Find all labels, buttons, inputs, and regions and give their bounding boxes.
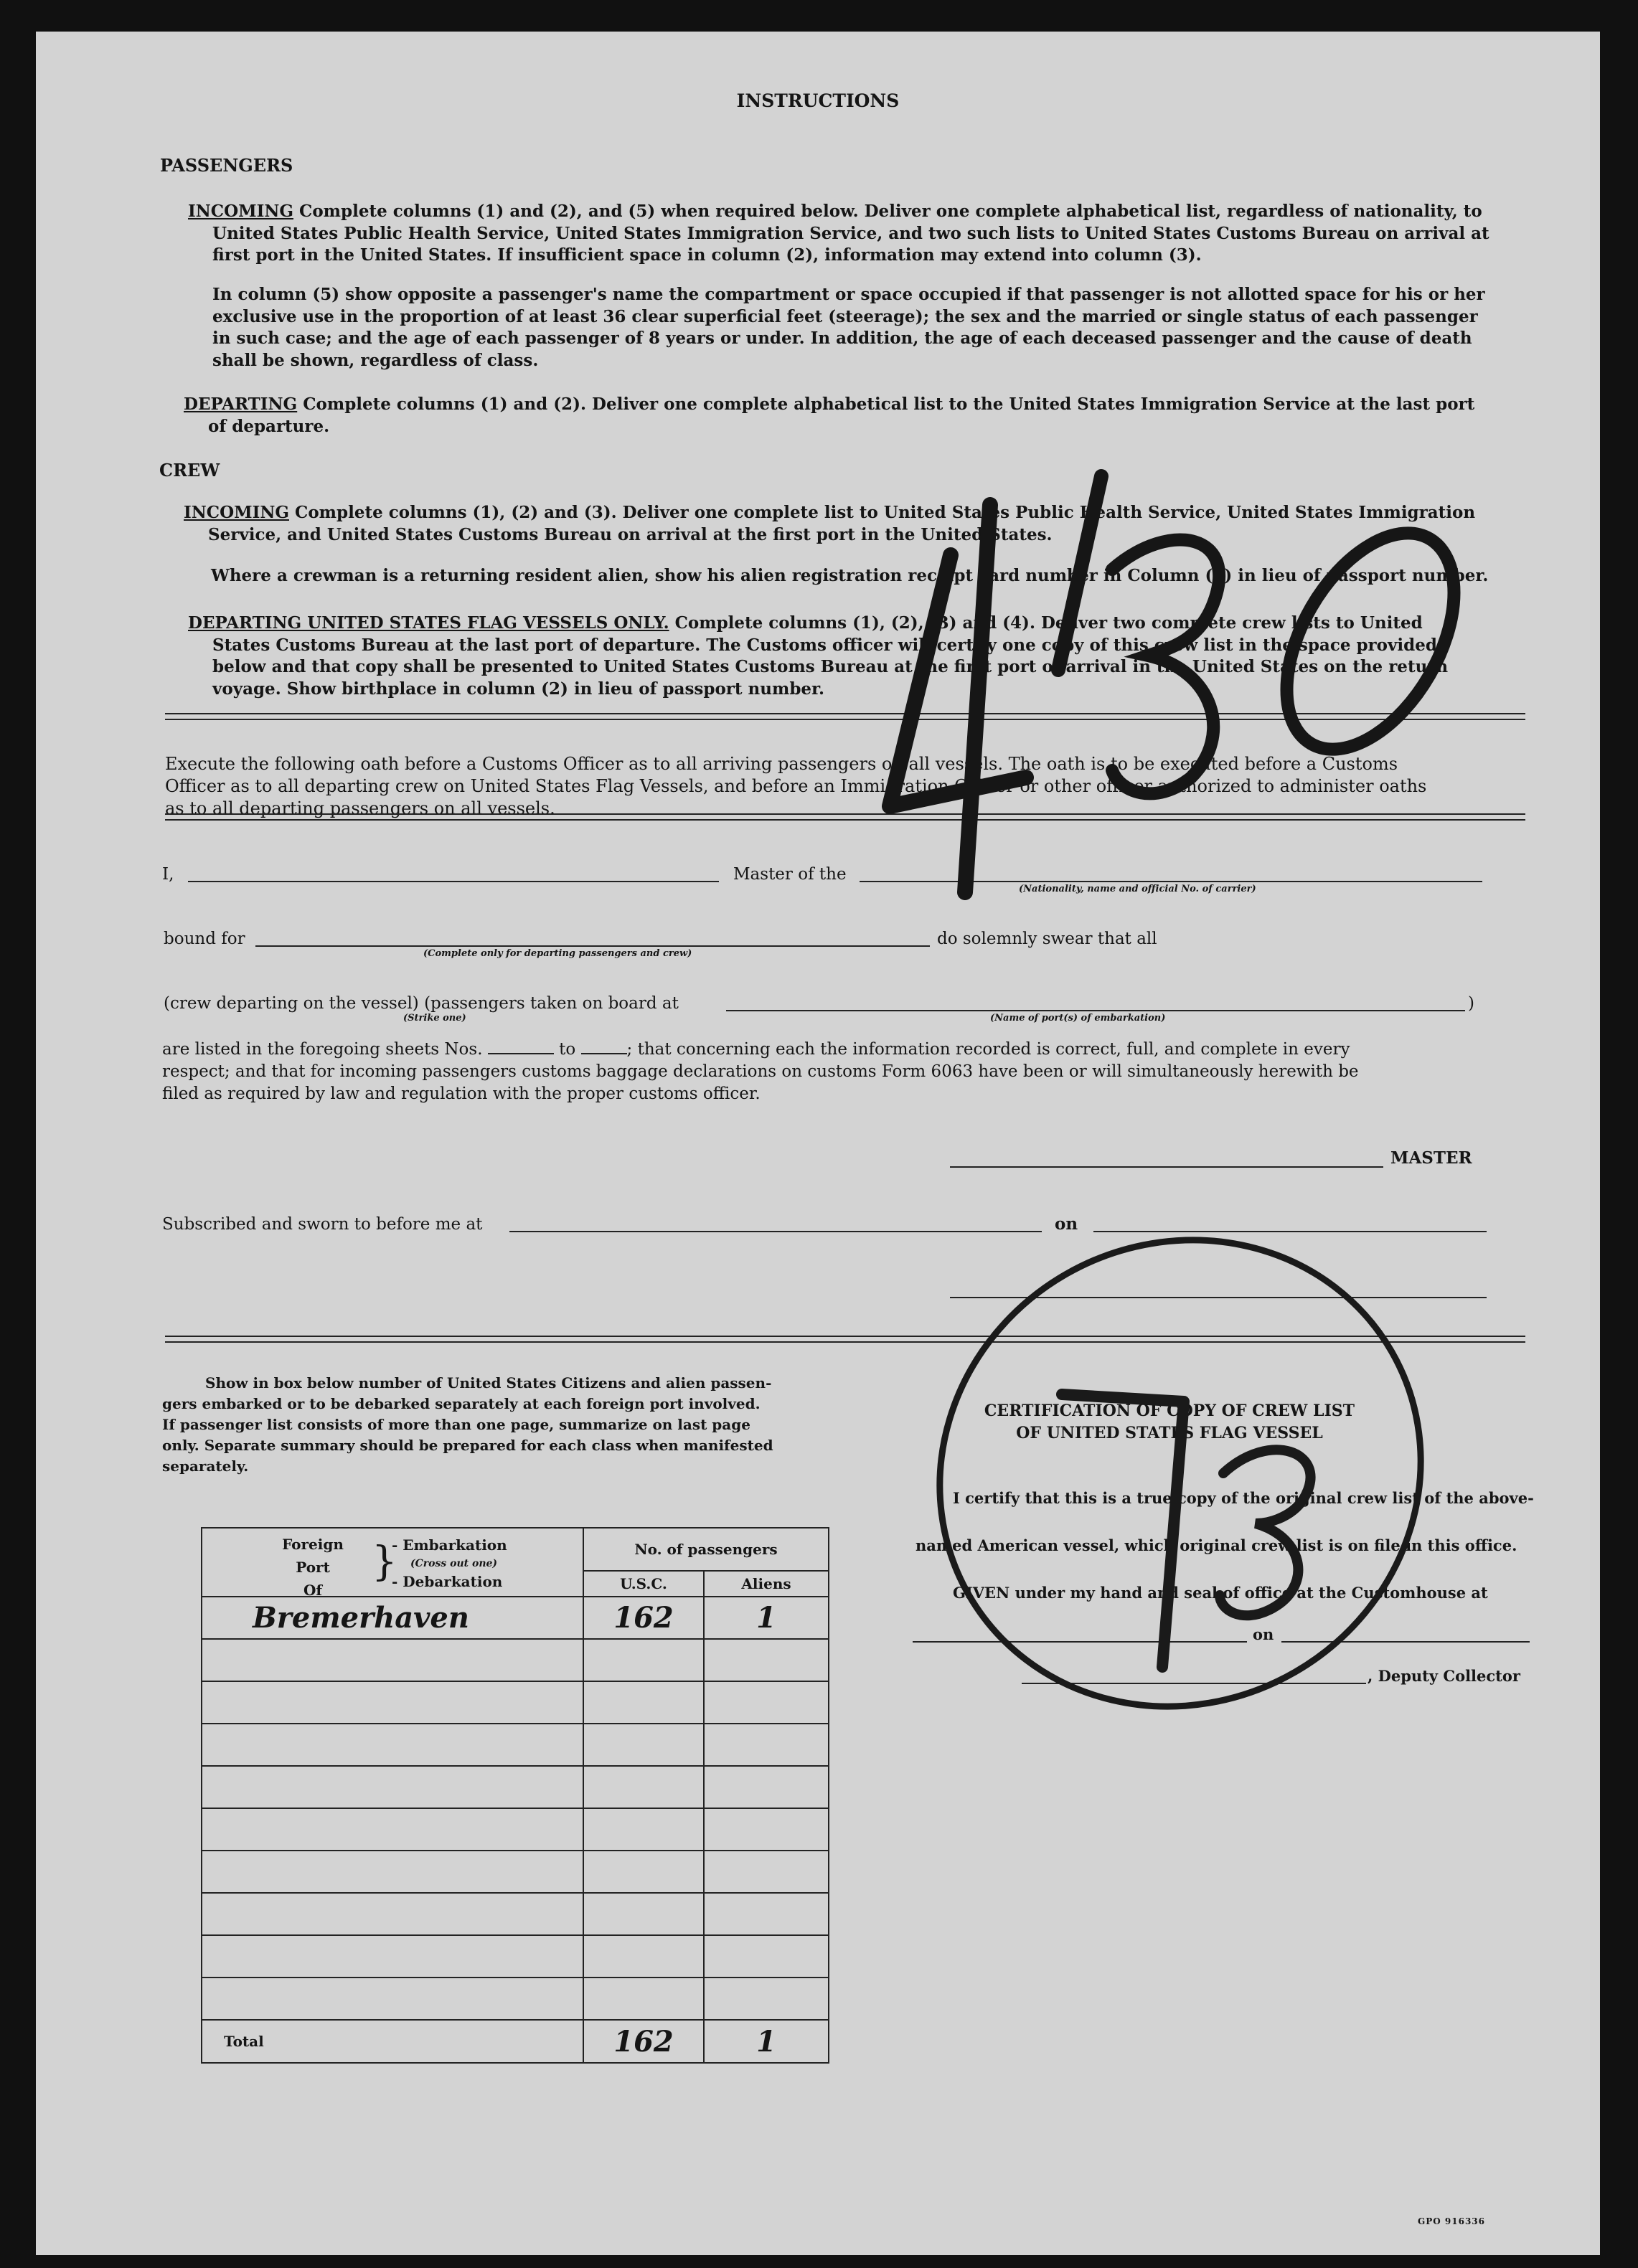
- crew-departing-label: DEPARTING UNITED STATES FLAG VESSELS ONLY.: [188, 613, 669, 633]
- sheet-from-field[interactable]: [488, 1053, 554, 1054]
- listed-text-2: respect; and that for incoming passengers customs baggage declarations on customs Form 6063 have been or will simultaneously herewith be: [162, 1062, 1359, 1081]
- page-title: INSTRUCTIONS: [736, 90, 900, 111]
- crew-departing-text-4: voyage. Show birthplace in column (2) in lieu of passport number.: [212, 679, 825, 699]
- passengers-incoming-text-2: United States Public Health Service, United States Immigration Service, and two such lists to United States Customs Bureau on arrival at: [212, 223, 1489, 243]
- crew-passengers-label: (crew departing on the vessel) (passengers taken on board at: [164, 994, 679, 1013]
- aliens-cell[interactable]: [704, 1808, 829, 1851]
- hdr-of: Of: [303, 1582, 323, 1599]
- summary-row: [202, 1893, 829, 1935]
- master-label: MASTER: [1390, 1148, 1472, 1168]
- aliens-cell[interactable]: [704, 1851, 829, 1893]
- summary-row: [202, 1851, 829, 1893]
- brace-icon: }: [372, 1539, 397, 1585]
- summary-row: [202, 1724, 829, 1766]
- port-cell[interactable]: Bremerhaven: [202, 1597, 583, 1639]
- oath-intro-line-1: Execute the following oath before a Customs Officer as to all arriving passengers on all vessels. The oath is to be executed before a Customs: [165, 754, 1398, 774]
- oath-listed-paragraph: [162, 1039, 1540, 1105]
- carrier-caption: (Nationality, name and official No. of carrier): [1019, 884, 1256, 894]
- total-aliens: 1: [704, 2020, 829, 2063]
- passengers-incoming-label: INCOMING: [188, 202, 294, 221]
- hdr-cross-out: (Cross out one): [410, 1558, 498, 1569]
- summary-row: [202, 1935, 829, 1978]
- handwritten-4-30-mark: [811, 433, 1500, 935]
- hdr-debarkation: - Debarkation: [392, 1573, 503, 1590]
- passenger-summary-table: [201, 1527, 829, 2064]
- hdr-foreign: Foreign: [282, 1536, 344, 1553]
- subscribed-date-field[interactable]: [1093, 1231, 1487, 1232]
- port-cell[interactable]: [202, 1978, 583, 2020]
- master-name-field[interactable]: [188, 881, 719, 882]
- aliens-cell[interactable]: [704, 1639, 829, 1681]
- certification-text-2: named American vessel, which original crew list is on file in this office.: [916, 1536, 1517, 1554]
- total-row: [202, 2020, 829, 2063]
- subscribed-on-label: on: [1055, 1214, 1078, 1234]
- document-page: [36, 32, 1600, 2255]
- summary-note-1: Show in box below number of United States Citizens and alien passen-: [205, 1374, 772, 1391]
- bound-for-caption: (Complete only for departing passengers and crew): [423, 948, 692, 959]
- summary-row: [202, 1808, 829, 1851]
- oath-intro-line-2: Officer as to all departing crew on United States Flag Vessels, and before an Immigration Officer or other officer authorized to administer oaths: [165, 776, 1427, 796]
- column5-text-4: shall be shown, regardless of class.: [212, 350, 539, 370]
- no-passengers-header: No. of passengers: [583, 1528, 829, 1571]
- hdr-port: Port: [296, 1559, 330, 1576]
- aliens-cell[interactable]: [704, 1935, 829, 1978]
- aliens-cell[interactable]: [704, 1724, 829, 1766]
- usc-cell[interactable]: [583, 1893, 704, 1935]
- passengers-incoming-text-3: first port in the United States. If insufficient space in column (2), information may extend into column (3).: [212, 245, 1202, 265]
- crew-incoming-label: INCOMING: [184, 503, 290, 522]
- summary-row: [202, 1597, 829, 1639]
- passengers-incoming-text-1: Complete columns (1) and (2), and (5) when required below. Deliver one complete alphabetical list, regardless of nationality, to: [293, 202, 1482, 221]
- aliens-cell[interactable]: [704, 1681, 829, 1724]
- listed-text-1c: ; that concerning each the information recorded is correct, full, and complete in every: [626, 1040, 1350, 1059]
- passengers-departing-label: DEPARTING: [184, 394, 298, 414]
- bound-for-field[interactable]: [255, 945, 930, 947]
- usc-cell[interactable]: [583, 1724, 704, 1766]
- summary-row: [202, 1639, 829, 1681]
- listed-text-1a: are listed in the foregoing sheets Nos.: [162, 1040, 483, 1059]
- column5-instructions: [212, 284, 1540, 372]
- passengers-heading: PASSENGERS: [160, 155, 293, 176]
- usc-cell[interactable]: [583, 1978, 704, 2020]
- summary-note-2: gers embarked or to be debarked separately at each foreign port involved.: [162, 1395, 761, 1412]
- port-cell[interactable]: [202, 1681, 583, 1724]
- usc-cell[interactable]: [583, 1766, 704, 1808]
- strike-one-caption: (Strike one): [403, 1013, 466, 1024]
- column5-text-1: In column (5) show opposite a passenger's name the compartment or space occupied if that passenger is not allotted space for his or her: [212, 285, 1485, 304]
- port-cell[interactable]: [202, 1766, 583, 1808]
- port-cell[interactable]: [202, 1935, 583, 1978]
- aliens-header: Aliens: [704, 1571, 829, 1597]
- crew-heading: CREW: [159, 460, 220, 481]
- bound-for-label: bound for: [164, 930, 245, 948]
- port-cell[interactable]: [202, 1893, 583, 1935]
- listed-text-3: filed as required by law and regulation with the proper customs officer.: [162, 1085, 761, 1103]
- summary-row: [202, 1978, 829, 2020]
- crew-incoming-text-2: Service, and United States Customs Bureau on arrival at the first port in the United States.: [208, 524, 1053, 544]
- certification-on-label: on: [1253, 1625, 1274, 1643]
- summary-note-5: separately.: [162, 1457, 249, 1475]
- circled-13-mark: [897, 1265, 1413, 1782]
- subscribed-place-field[interactable]: [509, 1231, 1042, 1232]
- usc-cell[interactable]: 162: [583, 1597, 704, 1639]
- port-cell[interactable]: [202, 1639, 583, 1681]
- sheet-to-field[interactable]: [581, 1053, 627, 1054]
- passengers-departing-text-1: Complete columns (1) and (2). Deliver one complete alphabetical list to the United States Immigration Service at the last port: [297, 394, 1475, 414]
- crew-departing-text-1: Complete columns (1), (2), (3) and (4). Deliver two complete crew lists to United: [669, 613, 1423, 633]
- port-caption: (Name of port(s) of embarkation): [990, 1013, 1166, 1024]
- column5-text-2: exclusive use in the proportion of at least 36 clear superficial feet (steerage); the sex and the married or single status of each passenger: [212, 306, 1478, 326]
- summary-row: [202, 1681, 829, 1724]
- port-cell[interactable]: [202, 1808, 583, 1851]
- total-label: Total: [202, 2020, 583, 2063]
- certification-title-1: CERTIFICATION OF COPY OF CREW LIST: [984, 1402, 1355, 1420]
- column5-text-3: in such case; and the age of each passenger of 8 years or under. In addition, the age of each deceased passenger and the cause of death: [212, 329, 1472, 348]
- close-paren: ): [1468, 994, 1474, 1013]
- total-usc: 162: [583, 2020, 704, 2063]
- port-cell[interactable]: [202, 1851, 583, 1893]
- passengers-incoming-section: [188, 201, 1537, 267]
- deputy-collector-label: , Deputy Collector: [1368, 1667, 1520, 1685]
- crew-incoming-text-1: Complete columns (1), (2) and (3). Deliver one complete list to United States Public Health Service, United States Immigration: [289, 503, 1476, 522]
- swear-label: do solemnly swear that all: [937, 930, 1157, 948]
- aliens-cell[interactable]: 1: [704, 1597, 829, 1639]
- master-signature-field[interactable]: [950, 1166, 1383, 1168]
- master-of-the-label: Master of the: [733, 865, 847, 884]
- crew-departing-text-2: States Customs Bureau at the last port of departure. The Customs officer will certify one copy of this crew list in the space provided: [212, 635, 1437, 655]
- usc-cell[interactable]: [583, 1808, 704, 1851]
- crew-departing-text-3: below and that copy shall be presented to United States Customs Bureau at the first port of arrival in the United States on the return: [212, 657, 1449, 676]
- aliens-cell[interactable]: [704, 1978, 829, 2020]
- usc-header: U.S.C.: [583, 1571, 704, 1597]
- passengers-departing-text-2: of departure.: [208, 416, 330, 436]
- summary-note: [162, 1373, 829, 1477]
- summary-row: [202, 1766, 829, 1808]
- listed-text-1b: to: [559, 1040, 576, 1059]
- certification-text-1: I certify that this is a true copy of the original crew list of the above-: [953, 1489, 1534, 1507]
- passengers-departing-section: [184, 394, 1533, 438]
- oath-intro-line-3: as to all departing passengers on all vessels.: [165, 798, 555, 818]
- summary-note-3: If passenger list consists of more than one page, summarize on last page: [162, 1416, 750, 1433]
- usc-cell[interactable]: [583, 1851, 704, 1893]
- aliens-cell[interactable]: [704, 1766, 829, 1808]
- footer-code: GPO 916336: [1418, 2216, 1485, 2226]
- oath-i-label: I,: [162, 865, 174, 884]
- summary-note-4: only. Separate summary should be prepared for each class when manifested: [162, 1437, 773, 1454]
- certification-text-3: GIVEN under my hand and seal of office at the Customhouse at: [953, 1584, 1488, 1602]
- hdr-embarkation: - Embarkation: [392, 1536, 507, 1554]
- usc-cell[interactable]: [583, 1639, 704, 1681]
- subscribed-label: Subscribed and sworn to before me at: [162, 1215, 483, 1234]
- embarkation-port-field[interactable]: [726, 1010, 1465, 1011]
- usc-cell[interactable]: [583, 1935, 704, 1978]
- crew-resident-text: Where a crewman is a returning resident alien, show his alien registration receipt card number in Column (2) in lieu of passport number.: [211, 566, 1489, 585]
- aliens-cell[interactable]: [704, 1893, 829, 1935]
- certification-title-2: OF UNITED STATES FLAG VESSEL: [1016, 1424, 1323, 1442]
- usc-cell[interactable]: [583, 1681, 704, 1724]
- port-cell[interactable]: [202, 1724, 583, 1766]
- port-header: [202, 1528, 583, 1597]
